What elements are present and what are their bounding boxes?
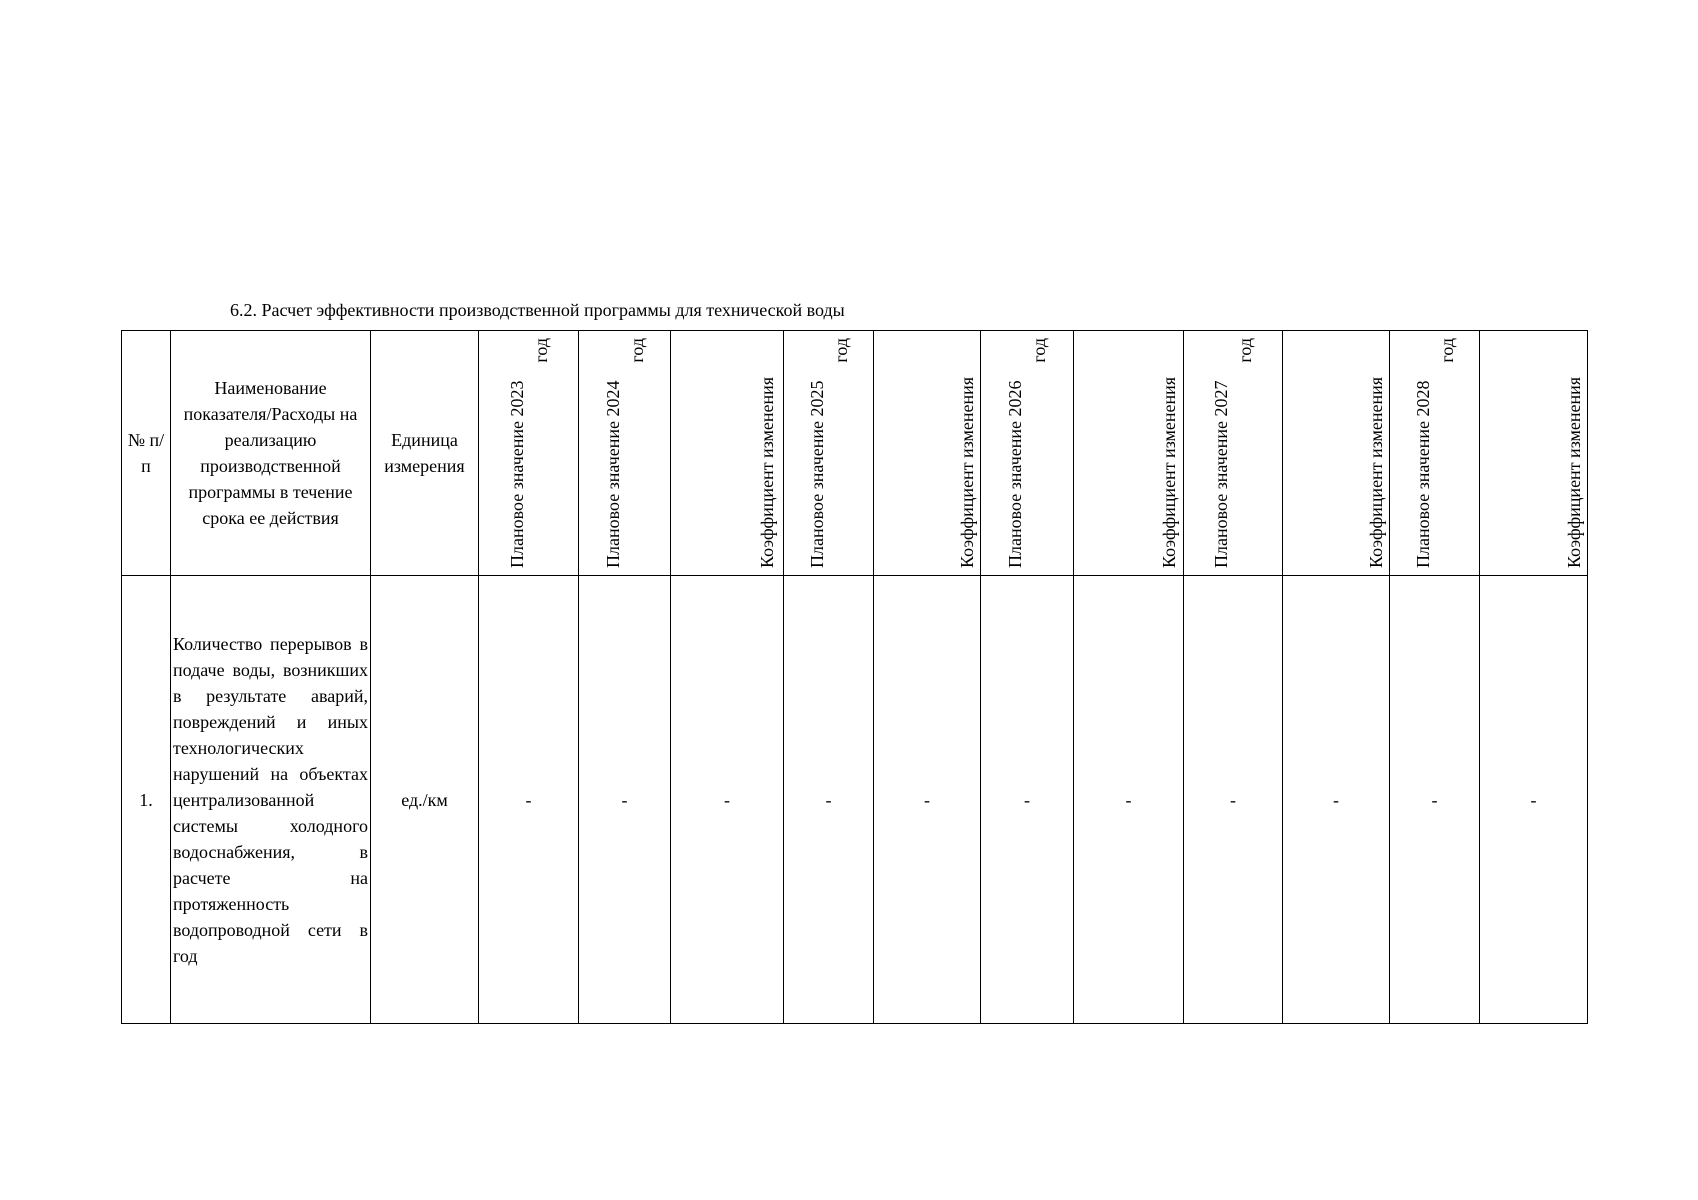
row-value-coef-1: - [671,576,784,1024]
header-plan-2023-line1: Плановое значение 2023 [506,380,527,568]
header-plan-2026-line2: год [1029,338,1049,363]
header-plan-2026 [981,331,1074,576]
header-plan-2028-line2: год [1436,338,1457,363]
header-plan-2027-line1: Плановое значение 2027 [1211,380,1231,568]
header-plan-2027-line2: год [1235,338,1255,363]
table-header-row [122,331,1588,576]
header-coef-2-text: Коэффициент изменения [957,376,977,568]
header-coef-1 [671,331,784,576]
row-unit: ед./км [371,576,479,1024]
row-value-coef-3: - [1074,576,1184,1024]
document-title: 6.2. Расчет эффективности производственной программы для технической воды [230,300,845,320]
header-coef-2 [874,331,981,576]
header-coef-4-text: Коэффициент изменения [1366,376,1386,568]
header-plan-2026-line1: Плановое значение 2026 [1005,380,1025,568]
header-coef-1-text: Коэффициент изменения [757,376,777,568]
row-value-plan-2024: - [579,576,671,1024]
header-coef-3 [1074,331,1184,576]
row-value-plan-2026: - [981,576,1074,1024]
header-plan-2027 [1184,331,1283,576]
row-value-plan-2025: - [784,576,874,1024]
row-value-coef-5: - [1480,576,1588,1024]
header-coef-5-text: Коэффициент изменения [1563,376,1584,568]
header-plan-2024 [579,331,671,576]
header-plan-2025-line1: Плановое значение 2025 [806,380,827,568]
row-value-plan-2023: - [479,576,579,1024]
header-name: Наименование показателя/Расходы на реализацию производственной программы в течение срока ее действия [171,331,371,576]
header-num: № п/п [122,331,171,576]
header-plan-2024-line1: Плановое значение 2024 [602,380,623,568]
row-value-plan-2028: - [1390,576,1480,1024]
header-plan-2028 [1390,331,1480,576]
header-unit: Единица измерения [371,331,479,576]
header-plan-2028-line1: Плановое значение 2028 [1412,380,1433,568]
header-plan-2023 [479,331,579,576]
row-value-coef-2: - [874,576,981,1024]
header-plan-2023-line2: год [530,338,551,363]
row-value-plan-2027: - [1184,576,1283,1024]
row-name: Количество перерывов в подаче воды, возникших в результате аварий, повреждений и иных технологических нарушений на объектах централизованной системы холодного водоснабжения, в расчете на протяженность водопроводной сети в год [171,576,371,1024]
row-value-coef-4: - [1283,576,1390,1024]
header-plan-2024-line2: год [626,338,647,363]
header-plan-2025-line2: год [830,338,851,363]
table-row [122,576,1588,1024]
header-coef-3-text: Коэффициент изменения [1158,376,1179,568]
header-coef-4 [1283,331,1390,576]
row-num: 1. [122,576,171,1024]
header-coef-5 [1480,331,1588,576]
efficiency-table [121,330,1588,1024]
header-plan-2025 [784,331,874,576]
